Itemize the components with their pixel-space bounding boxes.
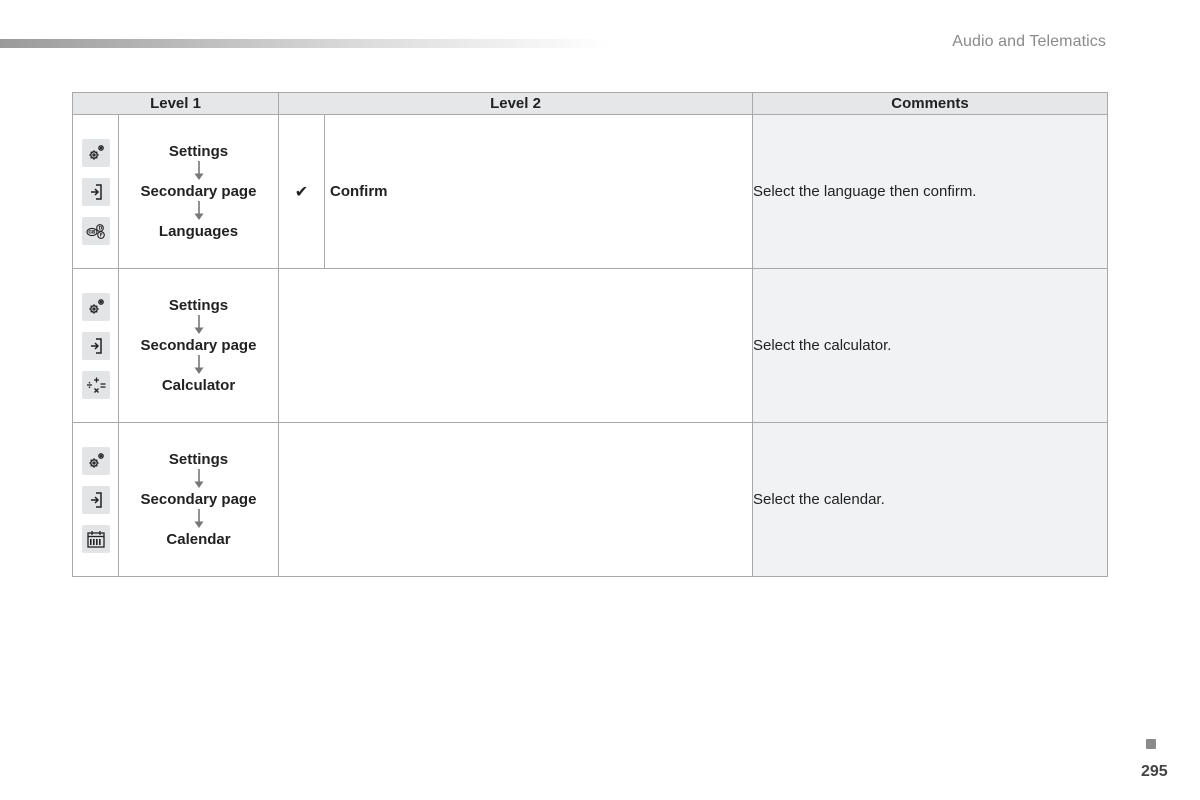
svg-text:GB: GB — [87, 230, 95, 236]
step-label: Settings — [168, 451, 229, 468]
calculator-icon — [82, 371, 110, 399]
level2-icon-cell — [279, 115, 325, 269]
table-row — [73, 115, 1108, 269]
languages-icon — [82, 217, 110, 245]
settings-gear-icon — [82, 139, 110, 167]
icon-cell — [73, 423, 119, 577]
step-label: Languages — [158, 223, 239, 240]
page-marker — [1146, 739, 1156, 749]
section-title: Audio and Telematics — [952, 33, 1106, 50]
level2-cell — [279, 423, 753, 577]
down-arrow-icon — [193, 315, 205, 336]
step-label: Calendar — [166, 531, 231, 548]
down-arrow-icon — [193, 161, 205, 182]
down-arrow-icon — [193, 201, 205, 222]
level2-label: Confirm — [330, 183, 388, 200]
down-arrow-icon — [193, 509, 205, 530]
checkmark-icon: ✔ — [294, 183, 309, 201]
column-header-level2: Level 2 — [279, 93, 753, 115]
step-label: Calculator — [161, 377, 236, 394]
svg-text:D: D — [98, 226, 102, 232]
secondary-page-icon — [82, 178, 110, 206]
column-header-comments: Comments — [753, 93, 1108, 115]
settings-gear-icon — [82, 447, 110, 475]
step-label: Settings — [168, 297, 229, 314]
secondary-page-icon — [82, 332, 110, 360]
level2-cell — [325, 115, 753, 269]
comment-cell: Select the language then confirm. — [753, 115, 1108, 269]
step-label: Secondary page — [140, 491, 257, 508]
comment-cell: Select the calendar. — [753, 423, 1108, 577]
icon-cell — [73, 269, 119, 423]
table-row — [73, 269, 1108, 423]
table-header-row — [73, 93, 1108, 115]
menu-table — [72, 92, 1108, 577]
down-arrow-icon — [193, 355, 205, 376]
calendar-icon — [82, 525, 110, 553]
page-number: 295 — [1141, 763, 1168, 780]
down-arrow-icon — [193, 469, 205, 490]
level1-cell — [119, 269, 279, 423]
secondary-page-icon — [82, 486, 110, 514]
settings-gear-icon — [82, 293, 110, 321]
svg-text:F: F — [99, 233, 103, 239]
step-label: Secondary page — [140, 337, 257, 354]
icon-cell — [73, 115, 119, 269]
level1-cell — [119, 115, 279, 269]
step-label: Settings — [168, 143, 229, 160]
column-header-level1: Level 1 — [73, 93, 279, 115]
level2-cell — [279, 269, 753, 423]
level1-cell — [119, 423, 279, 577]
step-label: Secondary page — [140, 183, 257, 200]
table-row — [73, 423, 1108, 577]
comment-cell: Select the calculator. — [753, 269, 1108, 423]
header-gradient-bar — [0, 39, 610, 48]
